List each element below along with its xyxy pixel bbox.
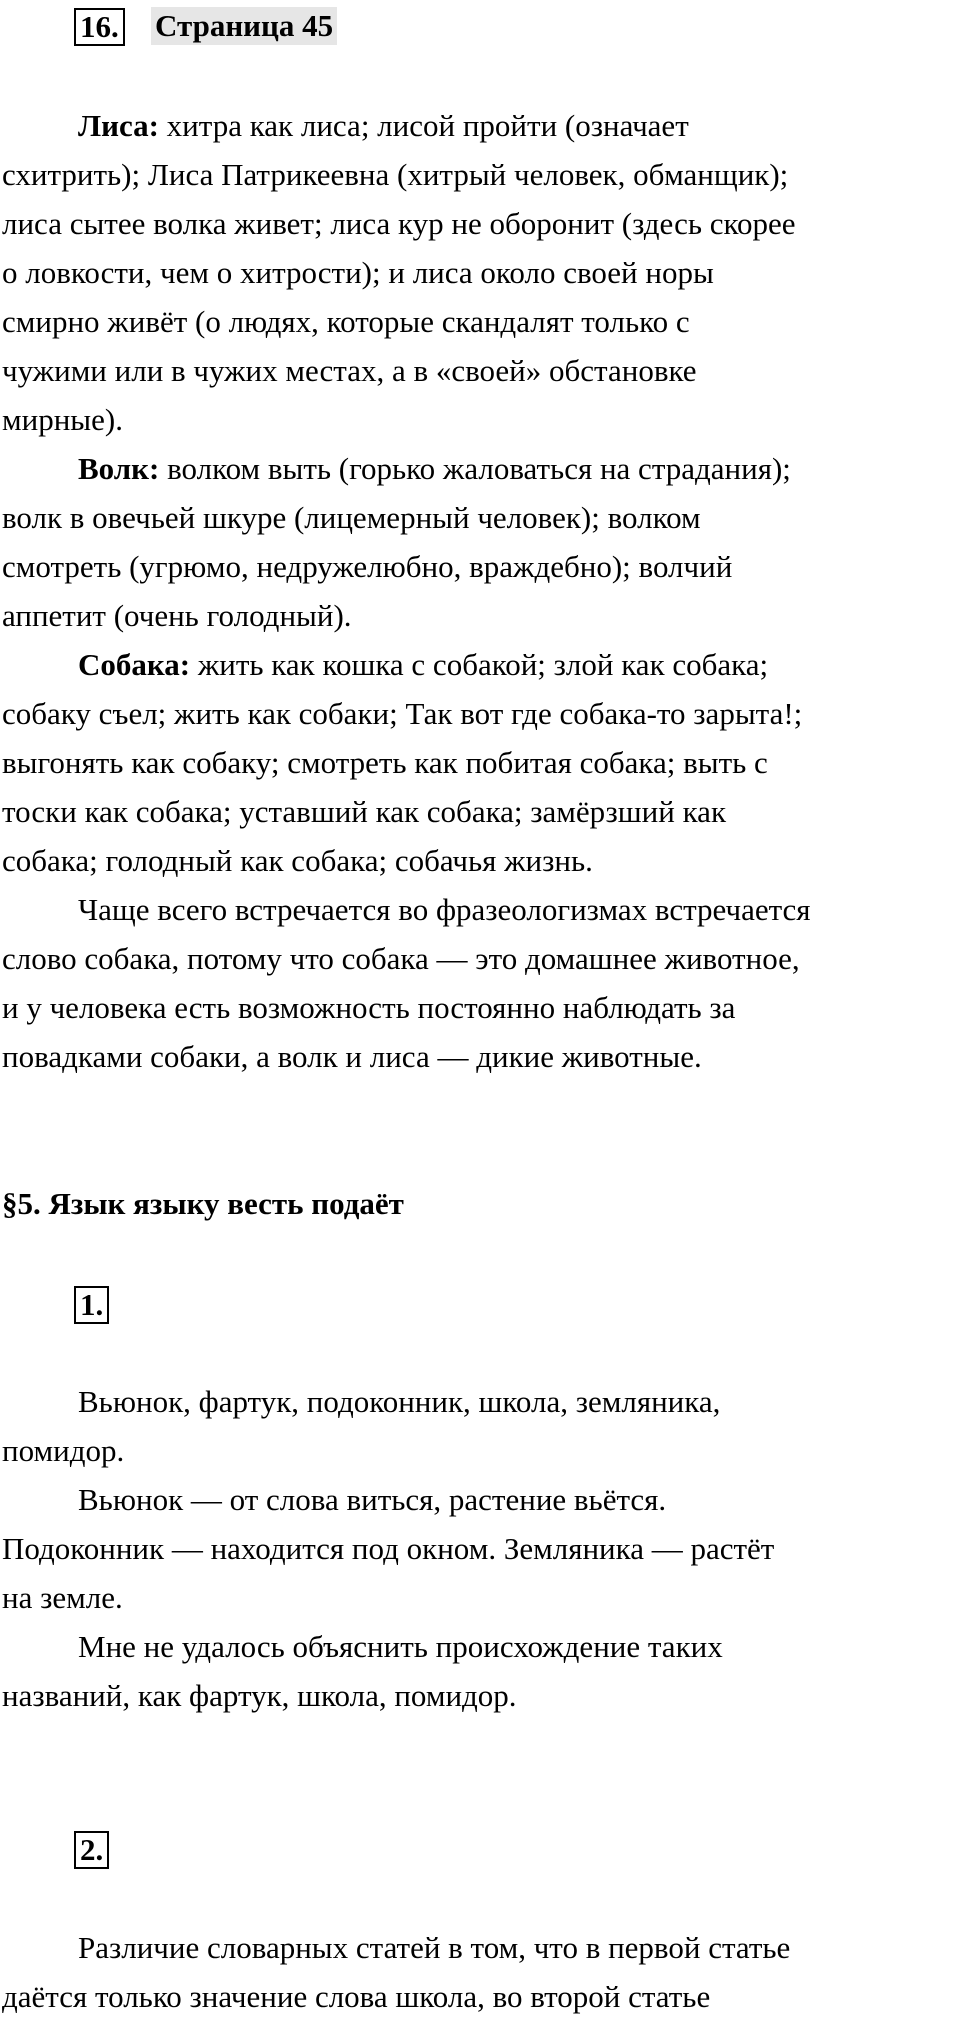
task-1-number-box: 1. xyxy=(74,1286,109,1324)
task-1-line-5: на земле. xyxy=(2,1580,123,1615)
section-heading: §5. Язык языку весть подаёт xyxy=(2,1186,404,1221)
wolf-line-3: смотреть (угрюмо, недружелюбно, враждебно); волчий xyxy=(2,549,733,584)
wolf-line-1: Волк: волком выть (горько жаловаться на страдания); xyxy=(78,451,791,486)
dog-line-5: собака; голодный как собака; собачья жизнь. xyxy=(2,843,593,878)
fox-line-3: лиса сытее волка живет; лиса кур не оборонит (здесь скорее xyxy=(2,206,796,241)
exercise-number-box: 16. xyxy=(74,8,125,46)
task-1-line-6: Мне не удалось объяснить происхождение таких xyxy=(78,1629,723,1664)
task-2-line-2: даётся только значение слова школа, во второй статье xyxy=(2,1979,711,2014)
conclusion-line-1: Чаще всего встречается во фразеологизмах встречается xyxy=(78,892,811,927)
fox-term: Лиса: xyxy=(78,108,159,143)
task-1-line-2: помидор. xyxy=(2,1433,125,1468)
wolf-line-4: аппетит (очень голодный). xyxy=(2,598,352,633)
page-title: Страница 45 xyxy=(151,7,337,45)
dog-line-1: Собака: жить как кошка с собакой; злой как собака; xyxy=(78,647,769,682)
conclusion-line-3: и у человека есть возможность постоянно наблюдать за xyxy=(2,990,736,1025)
task-2-number-box: 2. xyxy=(74,1831,109,1869)
task-1-line-3: Вьюнок — от слова виться, растение вьётся. xyxy=(78,1482,667,1517)
wolf-line-2: волк в овечьей шкуре (лицемерный человек); волком xyxy=(2,500,701,535)
wolf-term: Волк: xyxy=(78,451,160,486)
task-1-line-1: Вьюнок, фартук, подоконник, школа, земляника, xyxy=(78,1384,721,1419)
conclusion-line-4: повадками собаки, а волк и лиса — дикие животные. xyxy=(2,1039,702,1074)
fox-line-1: Лиса: хитра как лиса; лисой пройти (означает xyxy=(78,108,689,143)
dog-line-3: выгонять как собаку; смотреть как побитая собака; выть с xyxy=(2,745,768,780)
dog-line-4: тоски как собака; уставший как собака; замёрзший как xyxy=(2,794,727,829)
fox-line-5: смирно живёт (о людях, которые скандалят только с xyxy=(2,304,690,339)
task-1-line-4: Подоконник — находится под окном. Земляника — растёт xyxy=(2,1531,775,1566)
task-1-line-7: названий, как фартук, школа, помидор. xyxy=(2,1678,517,1713)
dog-line-2: собаку съел; жить как собаки; Так вот где собака-то зарыта!; xyxy=(2,696,803,731)
fox-line-6: чужими или в чужих местах, а в «своей» обстановке xyxy=(2,353,697,388)
fox-line-4: о ловкости, чем о хитрости); и лиса около своей норы xyxy=(2,255,714,290)
conclusion-line-2: слово собака, потому что собака — это домашнее животное, xyxy=(2,941,800,976)
dog-term: Собака: xyxy=(78,647,191,682)
task-2-line-1: Различие словарных статей в том, что в первой статье xyxy=(78,1930,791,1965)
fox-line-2: схитрить); Лиса Патрикеевна (хитрый человек, обманщик); xyxy=(2,157,789,192)
fox-line-7: мирные). xyxy=(2,402,123,437)
